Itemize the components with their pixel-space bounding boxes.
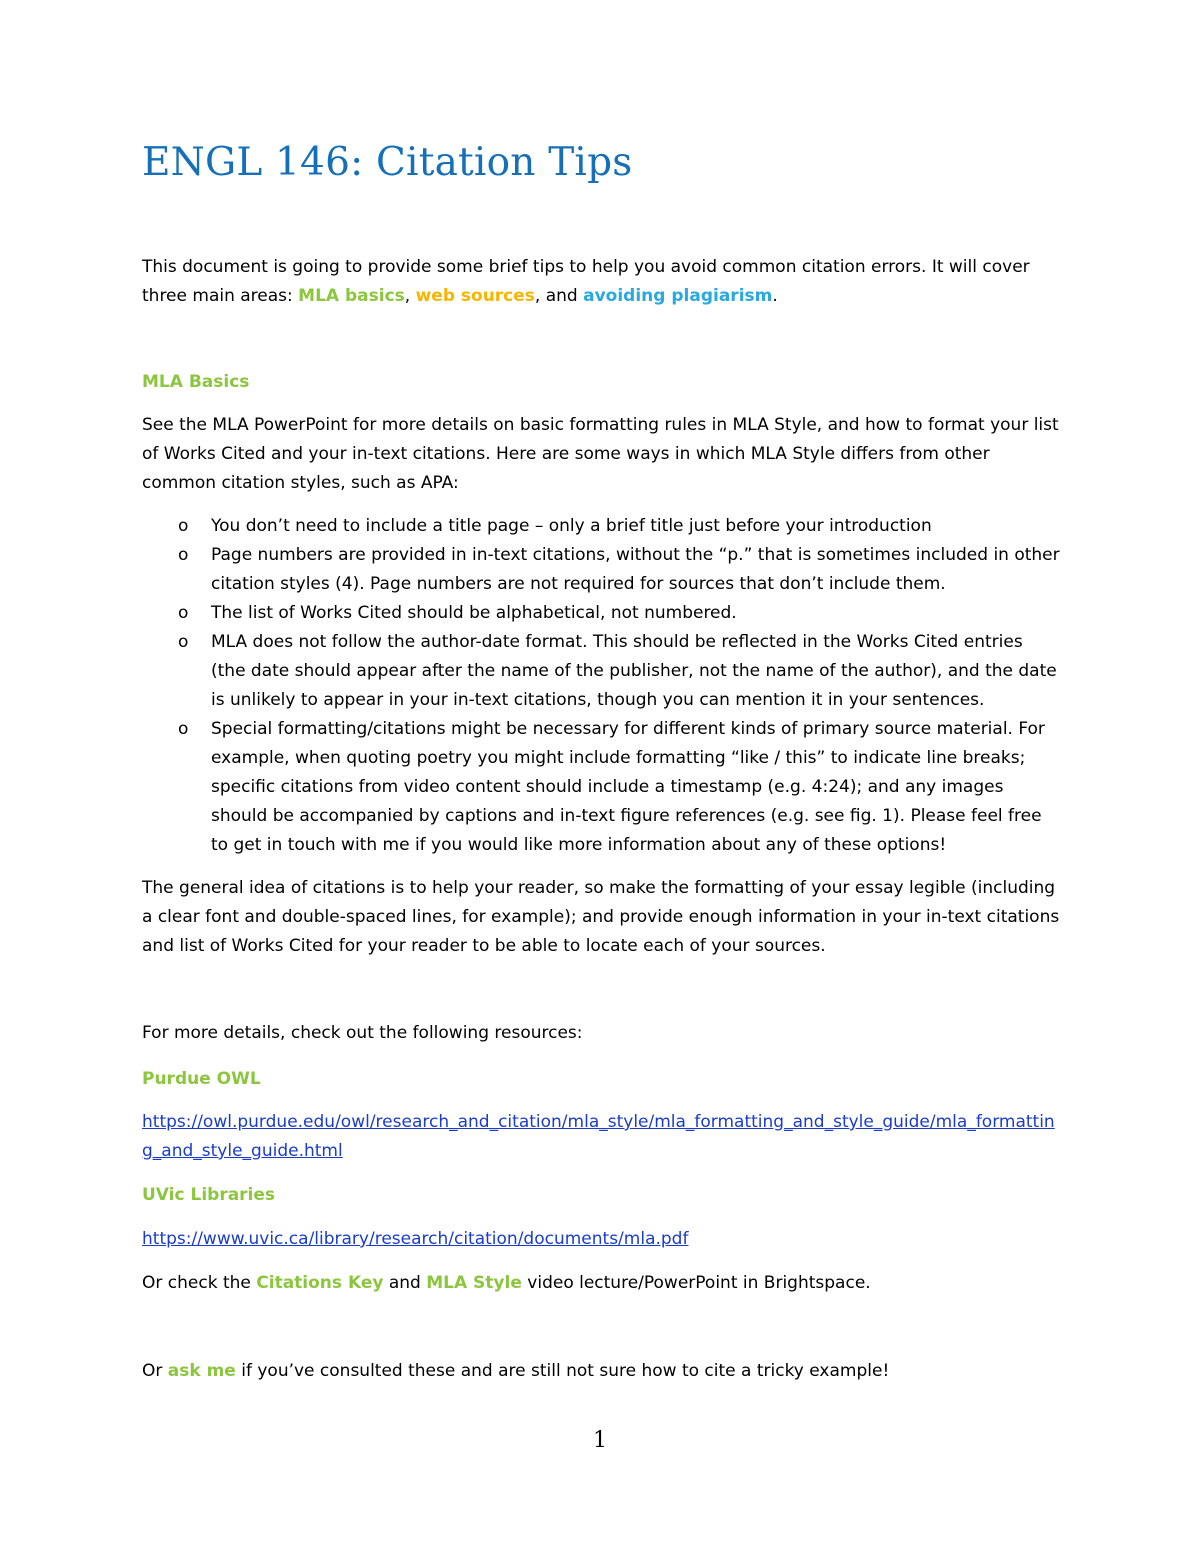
list-item <box>142 599 1062 628</box>
ask-text-before: Or <box>142 1361 168 1381</box>
mla-basics-heading: MLA Basics <box>142 372 250 392</box>
ask-me-reference: ask me <box>167 1361 236 1381</box>
ask-text-after: if you’ve consulted these and are still not sure how to cite a tricky example! <box>235 1361 890 1381</box>
list-item-text: Page numbers are provided in in-text citations, without the “p.” that is sometimes included in other citation styles (4). Page numbers are not required for sources that don’t include them. <box>211 545 1060 594</box>
list-item-text: Special formatting/citations might be necessary for different kinds of primary source material. For example, when quoting poetry you might include formatting “like / this” to indicate line breaks; specific citations from video content should include a timestamp (e.g. 4:24); and any images should be accompanied by captions and in-text figure references (e.g. see fig. 1). Please feel free to get in touch with me if you would like more information about any of these options! <box>211 719 1045 855</box>
mla-style-reference: MLA Style <box>426 1273 522 1293</box>
intro-sep-1: , <box>404 286 416 306</box>
citations-key-reference: Citations Key <box>256 1273 384 1293</box>
document-title: ENGL 146: Citation Tips <box>142 140 633 185</box>
mla-differences-list <box>142 512 1062 860</box>
bullet-marker: o <box>178 719 189 739</box>
brightspace-paragraph <box>142 1269 1062 1298</box>
purdue-owl-link[interactable]: https://owl.purdue.edu/owl/research_and_citation/mla_style/mla_formatting_and_style_guide/mla_formatting_and_style_guide.html <box>142 1112 1055 1161</box>
mla-basics-paragraph: See the MLA PowerPoint for more details on basic formatting rules in MLA Style, and how to format your list of Works Cited and your in-text citations. Here are some ways in which MLA Style differs from other common citation styles, such as APA: <box>142 415 1059 493</box>
list-item <box>142 512 1062 541</box>
list-item <box>142 715 1062 860</box>
purdue-owl-heading: Purdue OWL <box>142 1069 261 1089</box>
intro-area-avoiding-plagiarism: avoiding plagiarism <box>583 286 773 306</box>
intro-text: This document is going to provide some brief tips to help you avoid common citation errors. It will cover three main areas: <box>142 257 1030 306</box>
intro-area-web-sources: web sources <box>415 286 535 306</box>
intro-area-mla-basics: MLA basics <box>298 286 405 306</box>
bullet-marker: o <box>178 632 189 652</box>
uvic-link-line <box>142 1225 1062 1254</box>
intro-sep-2: , and <box>534 286 584 306</box>
intro-paragraph <box>142 253 1062 311</box>
intro-end: . <box>772 286 778 306</box>
list-item-text: The list of Works Cited should be alphabetical, not numbered. <box>211 603 737 623</box>
resources-intro: For more details, check out the following resources: <box>142 1023 583 1043</box>
bullet-marker: o <box>178 603 189 623</box>
page-number: 1 <box>593 1428 607 1453</box>
uvic-libraries-link[interactable]: https://www.uvic.ca/library/research/citation/documents/mla.pdf <box>142 1229 689 1249</box>
brightspace-text-after: video lecture/PowerPoint in Brightspace. <box>521 1273 871 1293</box>
list-item-text: You don’t need to include a title page – only a brief title just before your introduction <box>211 516 932 536</box>
purdue-owl-link-line <box>142 1108 1062 1166</box>
brightspace-text-before: Or check the <box>142 1273 257 1293</box>
list-item <box>142 541 1062 599</box>
list-item <box>142 628 1062 715</box>
general-idea-paragraph: The general idea of citations is to help your reader, so make the formatting of your essay legible (including a clear font and double-spaced lines, for example); and provide enough information in your in-text citations and list of Works Cited for your reader to be able to locate each of your sources. <box>142 878 1060 956</box>
uvic-libraries-heading: UVic Libraries <box>142 1185 276 1205</box>
bullet-marker: o <box>178 545 189 565</box>
list-item-text: MLA does not follow the author-date format. This should be reflected in the Works Cited entries (the date should appear after the name of the publisher, not the name of the author), and the date is unlikely to appear in your in-text citations, though you can mention it in your sentences. <box>211 632 1057 710</box>
ask-me-paragraph <box>142 1357 1062 1386</box>
brightspace-text-and: and <box>383 1273 427 1293</box>
bullet-marker: o <box>178 516 189 536</box>
